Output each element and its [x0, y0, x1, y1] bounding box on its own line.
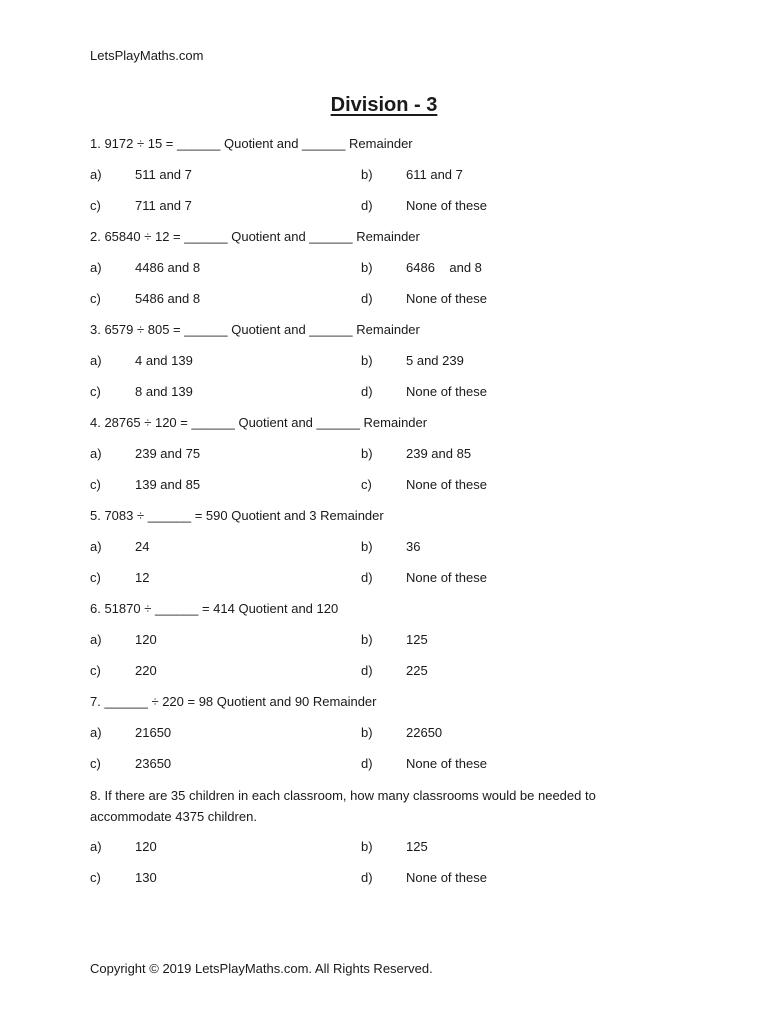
question-text: 6. 51870 ÷ ______ = 414 Quotient and 120: [90, 601, 339, 616]
option-d: [361, 661, 428, 681]
option-value: 24: [135, 539, 150, 554]
option-value: 125: [406, 839, 428, 854]
option-c: [90, 475, 200, 495]
option-letter: c): [90, 570, 101, 585]
option-value: None of these: [406, 477, 487, 492]
option-a: [90, 258, 200, 278]
question-1: [90, 134, 650, 216]
option-a: [90, 723, 171, 743]
option-value: 5486 and 8: [135, 291, 201, 306]
option-row: [90, 258, 650, 278]
option-letter: c): [90, 756, 101, 771]
option-row: [90, 661, 650, 681]
option-letter: b): [361, 725, 373, 740]
option-c: [90, 868, 157, 888]
option-letter: a): [90, 446, 102, 461]
option-a: [90, 537, 149, 557]
option-row: [90, 351, 650, 371]
option-c: [90, 289, 200, 309]
option-row: [90, 289, 650, 309]
option-a: [90, 630, 157, 650]
option-row: [90, 537, 650, 557]
option-letter: b): [361, 539, 373, 554]
option-d: [361, 568, 487, 588]
option-value: None of these: [406, 756, 487, 771]
option-a: [90, 444, 200, 464]
option-c: [90, 382, 193, 402]
option-letter: c): [90, 384, 101, 399]
option-letter: a): [90, 167, 102, 182]
question-5: [90, 506, 650, 588]
option-letter: b): [361, 446, 373, 461]
option-letter: a): [90, 353, 102, 368]
option-a: [90, 351, 193, 371]
option-value: None of these: [406, 198, 487, 213]
option-letter: a): [90, 260, 102, 275]
page-title: Division - 3: [330, 94, 438, 116]
option-letter: c): [90, 198, 101, 213]
option-d: [361, 868, 487, 888]
option-value: 4486 and 8: [135, 260, 201, 275]
option-letter: c): [361, 477, 372, 492]
option-row: [90, 568, 650, 588]
option-row: [90, 382, 650, 402]
option-value: 36: [406, 539, 421, 554]
question-text: 3. 6579 ÷ 805 = ______ Quotient and ______ Remainder: [90, 322, 420, 337]
question-8: [90, 785, 650, 888]
option-value: 22650: [406, 725, 443, 740]
option-c: [90, 568, 149, 588]
option-letter: d): [361, 291, 373, 306]
option-d: [361, 754, 487, 774]
question-text: 5. 7083 ÷ ______ = 590 Quotient and 3 Remainder: [90, 508, 384, 523]
option-b: [361, 444, 471, 464]
question-text: 4. 28765 ÷ 120 = ______ Quotient and ______ Remainder: [90, 415, 428, 430]
question-text: 1. 9172 ÷ 15 = ______ Quotient and ______ Remainder: [90, 136, 413, 151]
option-value: 125: [406, 632, 428, 647]
option-row: [90, 837, 650, 857]
option-value: 130: [135, 870, 157, 885]
option-value: 611 and 7: [406, 167, 463, 182]
option-b: [361, 723, 442, 743]
option-letter: a): [90, 632, 102, 647]
option-value: 23650: [135, 756, 172, 771]
copyright-footer: Copyright © 2019 LetsPlayMaths.com. All Rights Reserved.: [90, 961, 433, 976]
option-letter: c): [90, 477, 101, 492]
option-letter: a): [90, 539, 102, 554]
option-value: 12: [135, 570, 150, 585]
option-value: None of these: [406, 870, 487, 885]
site-name: LetsPlayMaths.com: [90, 48, 204, 63]
option-b: [361, 258, 482, 278]
question-text: 8. If there are 35 children in each classroom, how many classrooms would be needed to accommodate 4375 children.: [90, 788, 596, 824]
option-c: [90, 196, 192, 216]
option-value: 8 and 139: [135, 384, 193, 399]
option-b: [361, 351, 464, 371]
option-letter: c): [90, 291, 101, 306]
option-b: [361, 165, 463, 185]
option-b: [361, 537, 420, 557]
option-d: [361, 475, 487, 495]
option-letter: a): [90, 725, 102, 740]
option-a: [90, 165, 192, 185]
option-b: [361, 630, 428, 650]
question-4: [90, 413, 650, 495]
option-value: 21650: [135, 725, 172, 740]
option-row: [90, 444, 650, 464]
option-row: [90, 868, 650, 888]
option-letter: b): [361, 353, 373, 368]
question-list: [90, 134, 650, 899]
option-row: [90, 165, 650, 185]
option-value: 711 and 7: [135, 198, 192, 213]
option-value: 239 and 85: [406, 446, 472, 461]
option-row: [90, 630, 650, 650]
question-2: [90, 227, 650, 309]
option-row: [90, 723, 650, 743]
option-value: None of these: [406, 570, 487, 585]
option-letter: a): [90, 839, 102, 854]
option-letter: b): [361, 260, 373, 275]
question-text: 7. ______ ÷ 220 = 98 Quotient and 90 Remainder: [90, 694, 377, 709]
option-letter: d): [361, 663, 373, 678]
option-letter: d): [361, 570, 373, 585]
option-letter: d): [361, 384, 373, 399]
option-c: [90, 661, 157, 681]
option-b: [361, 837, 428, 857]
question-text: 2. 65840 ÷ 12 = ______ Quotient and ______ Remainder: [90, 229, 420, 244]
option-letter: c): [90, 870, 101, 885]
option-letter: b): [361, 167, 373, 182]
option-value: 139 and 85: [135, 477, 201, 492]
option-value: 5 and 239: [406, 353, 464, 368]
option-letter: d): [361, 198, 373, 213]
option-row: [90, 754, 650, 774]
option-value: None of these: [406, 291, 487, 306]
option-row: [90, 196, 650, 216]
option-value: 4 and 139: [135, 353, 193, 368]
option-value: 6486 and 8: [406, 260, 482, 275]
option-value: None of these: [406, 384, 487, 399]
option-a: [90, 837, 157, 857]
option-row: [90, 475, 650, 495]
option-d: [361, 382, 487, 402]
question-6: [90, 599, 650, 681]
option-letter: b): [361, 632, 373, 647]
question-3: [90, 320, 650, 402]
option-d: [361, 196, 487, 216]
option-value: 239 and 75: [135, 446, 201, 461]
option-d: [361, 289, 487, 309]
option-value: 220: [135, 663, 157, 678]
option-value: 225: [406, 663, 428, 678]
question-7: [90, 692, 650, 774]
option-letter: c): [90, 663, 101, 678]
option-letter: d): [361, 870, 373, 885]
option-value: 511 and 7: [135, 167, 192, 182]
option-c: [90, 754, 171, 774]
option-letter: b): [361, 839, 373, 854]
option-letter: d): [361, 756, 373, 771]
option-value: 120: [135, 839, 157, 854]
option-value: 120: [135, 632, 157, 647]
